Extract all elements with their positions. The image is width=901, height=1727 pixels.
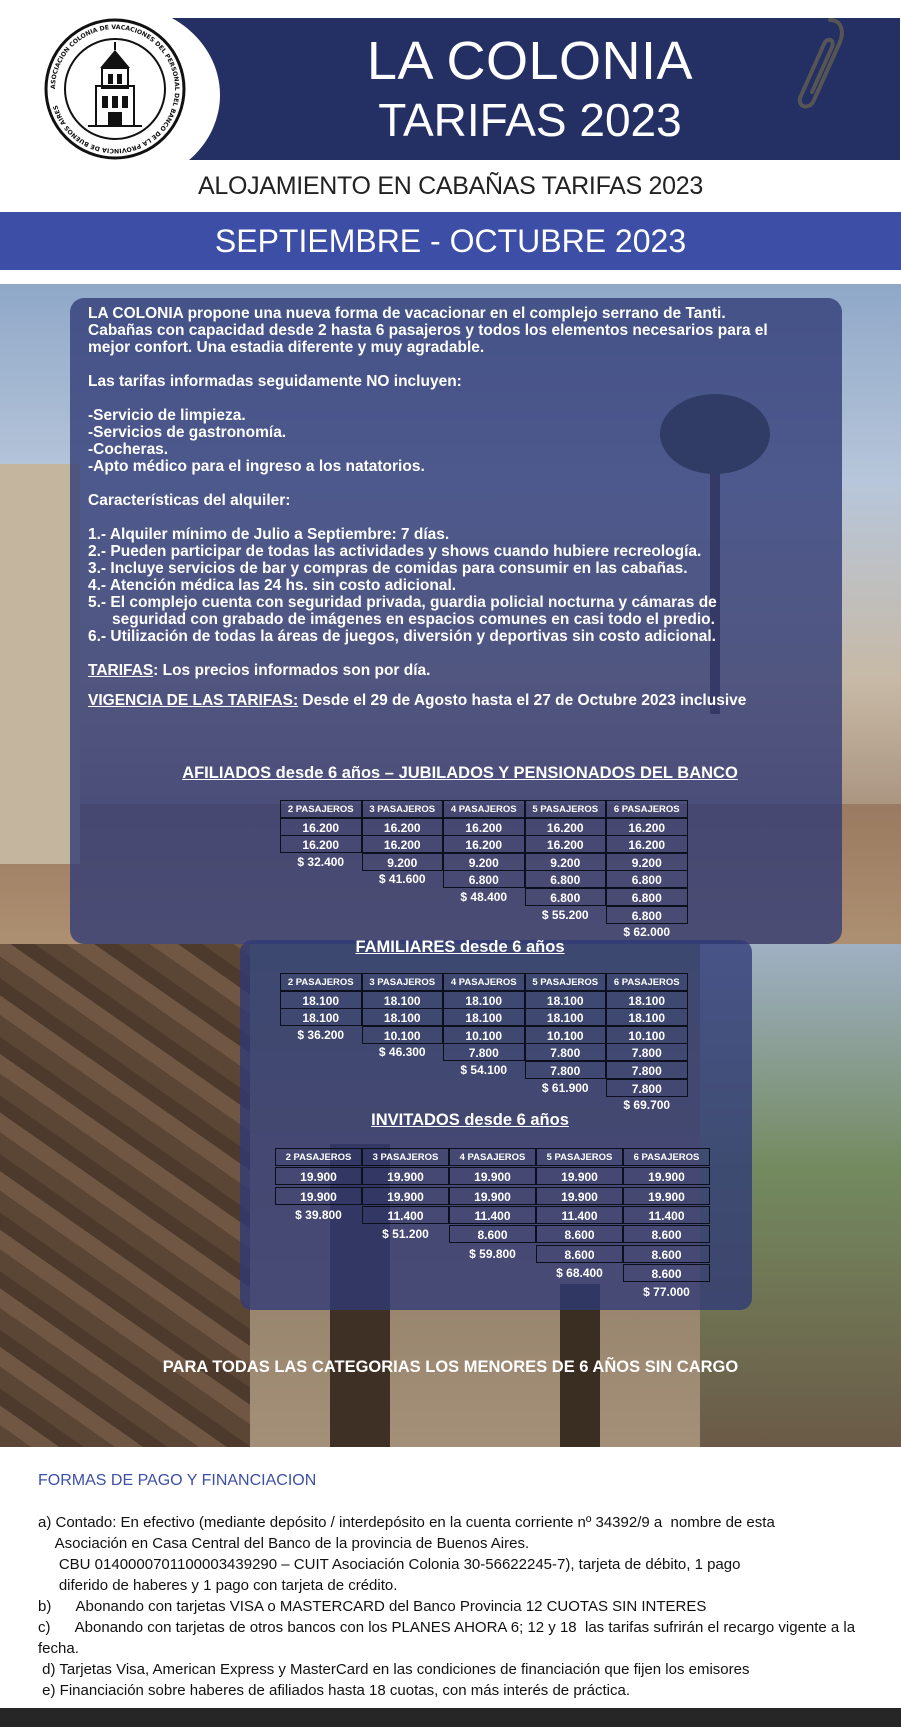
intro-line: LA COLONIA propone una nueva forma de vacacionar en el complejo serrano de Tanti.: [88, 305, 726, 322]
payment-list: [38, 1512, 888, 1701]
table-cell: 16.200: [525, 835, 607, 853]
feature-item: 3.- Incluye servicios de bar y compras de comidas para consumir en las cabañas.: [88, 560, 688, 577]
table-cell: 18.100: [362, 991, 444, 1009]
table-cell: 19.900: [275, 1167, 362, 1185]
table-cell: 19.900: [362, 1167, 449, 1185]
tarifas-text: : Los precios informados son por día.: [153, 662, 431, 679]
table-cell: 10.100: [525, 1026, 607, 1044]
table-total: $ 69.700: [623, 1098, 671, 1113]
association-seal-logo: [44, 18, 186, 160]
table-cell: 11.400: [536, 1206, 623, 1224]
table-cell: 7.800: [525, 1043, 607, 1061]
table-cell: 16.200: [443, 818, 525, 836]
table-cell: 7.800: [606, 1079, 688, 1097]
table-cell: 9.200: [606, 853, 688, 871]
payment-line: Asociación en Casa Central del Banco de la provincia de Buenos Aires.: [38, 1535, 530, 1552]
intro-line: mejor confort. Una estadia diferente y muy agradable.: [88, 339, 485, 356]
paperclip-icon: [790, 14, 850, 114]
table-cell: 16.200: [280, 835, 362, 853]
table-header: 4 PASAJEROS: [449, 1148, 536, 1166]
feature-item: seguridad con grabado de imágenes en espacios comunes en casi todo el predio.: [112, 611, 715, 628]
table-cell: 18.100: [606, 1008, 688, 1026]
table-cell: 7.800: [525, 1061, 607, 1079]
exclude-item: -Servicio de limpieza.: [88, 407, 246, 424]
table-header: 6 PASAJEROS: [606, 800, 688, 818]
table-header: 2 PASAJEROS: [280, 973, 362, 991]
table-total: $ 46.300: [378, 1045, 426, 1060]
excludes-title: Las tarifas informadas seguidamente NO incluyen:: [88, 373, 462, 390]
vigencia-label: VIGENCIA DE LAS TARIFAS:: [88, 692, 299, 709]
table-cell: 18.100: [280, 1008, 362, 1026]
vigencia-text: Desde el 29 de Agosto hasta el 27 de Octubre 2023 inclusive: [298, 692, 747, 709]
table-total: $ 39.800: [295, 1207, 342, 1222]
table-cell: 6.800: [606, 906, 688, 924]
table-total: $ 68.400: [556, 1265, 603, 1280]
feature-item: 6.- Utilización de todas la áreas de juegos, diversión y deportivas sin costo adicional.: [88, 628, 716, 645]
table-cell: 18.100: [280, 991, 362, 1009]
table-cell: 10.100: [606, 1026, 688, 1044]
payment-line: fecha.: [38, 1640, 79, 1657]
table-cell: 18.100: [443, 991, 525, 1009]
table-cell: 6.800: [606, 870, 688, 888]
table-cell: 7.800: [606, 1061, 688, 1079]
table-total: $ 48.400: [460, 890, 508, 904]
table-total: $ 36.200: [297, 1027, 345, 1042]
table-cell: 8.600: [623, 1245, 710, 1263]
table-total: $ 32.400: [297, 854, 345, 869]
table-cell: 18.100: [362, 1008, 444, 1026]
table-cell: 16.200: [362, 835, 444, 853]
table-total: $ 62.000: [623, 925, 671, 940]
table-cell: 8.600: [536, 1245, 623, 1263]
table-cell: 8.600: [623, 1264, 710, 1282]
vigencia-note: [88, 692, 848, 709]
table-header: 3 PASAJEROS: [362, 800, 444, 818]
table-cell: 16.200: [606, 818, 688, 836]
payment-line: d) Tarjetas Visa, American Express y MasterCard en las condiciones de financiación que fijen los emisores: [38, 1661, 750, 1678]
table-cell: 8.600: [449, 1225, 536, 1243]
table-cell: 18.100: [525, 1008, 607, 1026]
table-cell: 19.900: [536, 1167, 623, 1185]
exclude-item: -Servicios de gastronomía.: [88, 424, 287, 441]
table-header: 4 PASAJEROS: [443, 800, 525, 818]
payment-line: diferido de haberes y 1 pago con tarjeta de crédito.: [38, 1577, 398, 1594]
familiares-title: FAMILIARES desde 6 años: [355, 938, 565, 956]
table-total: $ 41.600: [378, 872, 426, 887]
subtitle: ALOJAMIENTO EN CABAÑAS TARIFAS 2023: [198, 172, 703, 200]
table-cell: 8.600: [536, 1225, 623, 1243]
table-cell: 18.100: [443, 1008, 525, 1026]
table-cell: 19.900: [275, 1187, 362, 1205]
table-cell: 18.100: [606, 991, 688, 1009]
feature-item: 5.- El complejo cuenta con seguridad privada, guardia policial nocturna y cámaras de: [88, 594, 717, 611]
table-header: 3 PASAJEROS: [362, 1148, 449, 1166]
payment-line: CBU 0140000701100003439290 – CUIT Asociación Colonia 30-56622245-7), tarjeta de débito, 1 pago: [38, 1556, 741, 1573]
feature-item: 4.- Atención médica las 24 hs. sin costo adicional.: [88, 577, 457, 594]
table-cell: 10.100: [362, 1026, 444, 1044]
table-cell: 9.200: [443, 853, 525, 871]
feature-item: 1.- Alquiler mínimo de Julio a Septiembre: 7 días.: [88, 526, 450, 543]
table-header: 4 PASAJEROS: [443, 973, 525, 991]
table-cell: 11.400: [623, 1206, 710, 1224]
features-title: Características del alquiler:: [88, 492, 291, 509]
seal-text: ASOCIACION COLONIA DE VACACIONES DEL PERSONAL DEL BANCO DE LA PROVINCIA DE BUENOS AIRES: [49, 23, 181, 155]
payment-title: FORMAS DE PAGO Y FINANCIACION: [38, 1472, 317, 1489]
table-header: 5 PASAJEROS: [525, 800, 607, 818]
table-total: $ 51.200: [382, 1227, 429, 1242]
table-header: 3 PASAJEROS: [362, 973, 444, 991]
invitados-title: INVITADOS desde 6 años: [371, 1111, 569, 1129]
table-header: 6 PASAJEROS: [623, 1148, 710, 1166]
intro-line: Cabañas con capacidad desde 2 hasta 6 pasajeros y todos los elementos necesarios para el: [88, 322, 768, 339]
table-total: $ 55.200: [541, 907, 589, 922]
payment-line: a) Contado: En efectivo (mediante depósito / interdepósito en la cuenta corriente nº 34392/9 a nombre de esta: [38, 1514, 775, 1531]
table-cell: 10.100: [443, 1026, 525, 1044]
table-total: $ 77.000: [643, 1285, 690, 1300]
period-banner: SEPTIEMBRE - OCTUBRE 2023: [0, 212, 901, 270]
table-cell: 7.800: [443, 1043, 525, 1061]
table-cell: 6.800: [606, 888, 688, 906]
table-cell: 19.900: [449, 1167, 536, 1185]
table-cell: 16.200: [525, 818, 607, 836]
table-header: 6 PASAJEROS: [606, 973, 688, 991]
table-cell: 7.800: [606, 1043, 688, 1061]
table-cell: 19.900: [536, 1187, 623, 1205]
table-header: 2 PASAJEROS: [275, 1148, 362, 1166]
table-cell: 16.200: [362, 818, 444, 836]
tarifas-label: TARIFAS: [88, 662, 154, 679]
table-cell: 16.200: [280, 818, 362, 836]
table-total: $ 59.800: [469, 1246, 516, 1261]
table-cell: 18.100: [525, 991, 607, 1009]
intro-text: [88, 305, 848, 709]
table-cell: 16.200: [606, 835, 688, 853]
exclude-item: -Apto médico para el ingreso a los natatorios.: [88, 458, 425, 475]
payment-line: c) Abonando con tarjetas de otros bancos con los PLANES AHORA 6; 12 y 18 las tarifas sufrirán el recargo vigente a la: [38, 1619, 856, 1636]
table-cell: 16.200: [443, 835, 525, 853]
payment-line: e) Financiación sobre haberes de afiliados hasta 18 cuotas, con más interés de práctica.: [38, 1682, 631, 1699]
feature-item: 2.- Pueden participar de todas las actividades y shows cuando hubiere recreología.: [88, 543, 702, 560]
bottom-bar: [0, 1708, 901, 1727]
table-header: 2 PASAJEROS: [280, 800, 362, 818]
table-cell: 19.900: [362, 1187, 449, 1205]
minors-note: PARA TODAS LAS CATEGORIAS LOS MENORES DE 6 AÑOS SIN CARGO: [162, 1358, 739, 1376]
exclude-item: -Cocheras.: [88, 441, 169, 458]
table-cell: 19.900: [623, 1187, 710, 1205]
table-cell: 6.800: [525, 870, 607, 888]
payment-line: b) Abonando con tarjetas VISA o MASTERCARD del Banco Provincia 12 CUOTAS SIN INTERES: [38, 1598, 707, 1615]
table-cell: 11.400: [449, 1206, 536, 1224]
year-title: TARIFAS 2023: [378, 94, 682, 146]
table-cell: 9.200: [525, 853, 607, 871]
table-cell: 6.800: [443, 870, 525, 888]
table-cell: 8.600: [623, 1225, 710, 1243]
page-title: LA COLONIA: [366, 31, 694, 91]
tarifas-note: [88, 662, 848, 679]
table-cell: 19.900: [623, 1167, 710, 1185]
table-cell: 6.800: [525, 888, 607, 906]
table-cell: 19.900: [449, 1187, 536, 1205]
photo-building: [0, 464, 80, 864]
table-cell: 9.200: [362, 853, 444, 871]
table-total: $ 61.900: [541, 1080, 589, 1095]
afiliados-title: AFILIADOS desde 6 años – JUBILADOS Y PENSIONADOS DEL BANCO: [182, 764, 738, 782]
table-header: 5 PASAJEROS: [525, 973, 607, 991]
table-total: $ 54.100: [460, 1063, 508, 1077]
table-header: 5 PASAJEROS: [536, 1148, 623, 1166]
table-cell: 11.400: [362, 1206, 449, 1224]
